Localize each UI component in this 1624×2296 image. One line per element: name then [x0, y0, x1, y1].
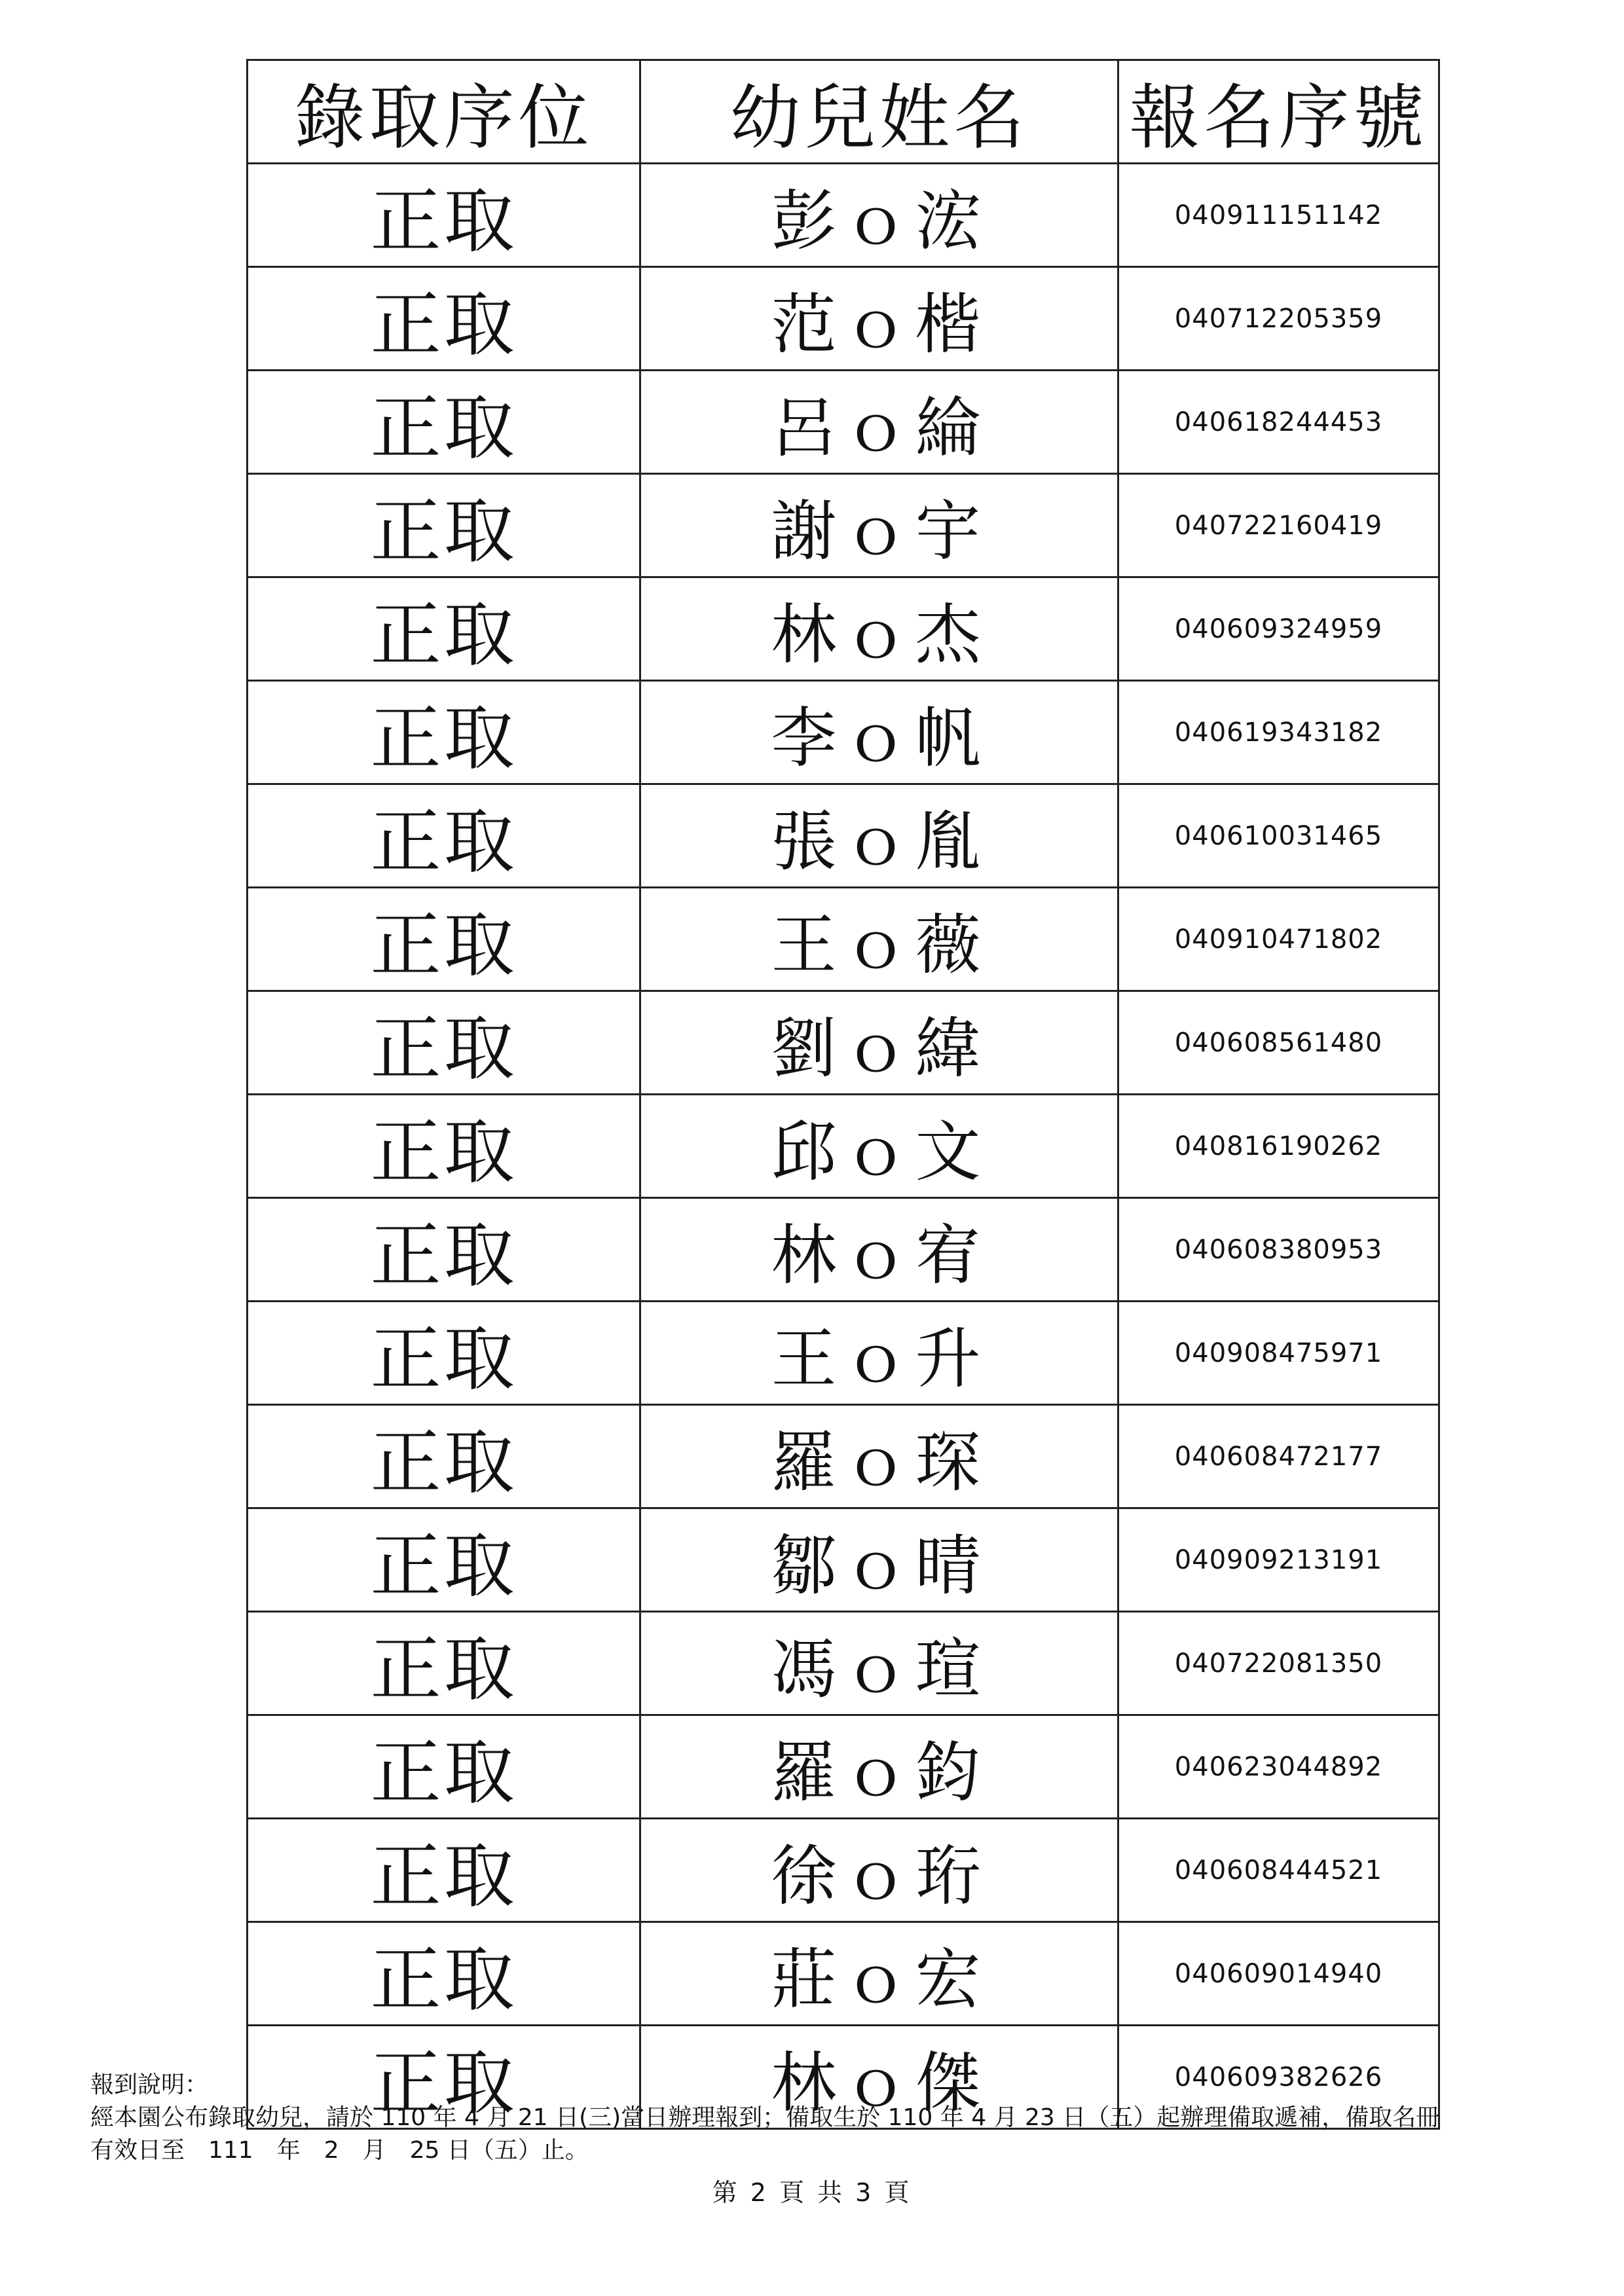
- table-row: [248, 371, 1439, 474]
- registration-number-cell: 040608380953: [1118, 1198, 1439, 1302]
- table-header-row: [248, 60, 1439, 164]
- table-row: [248, 267, 1439, 371]
- child-name-cell: 范ｏ楷: [640, 267, 1118, 371]
- child-name-cell: 鄒ｏ晴: [640, 1508, 1118, 1612]
- child-name-cell: 林ｏ杰: [640, 577, 1118, 681]
- table-row: [248, 784, 1439, 888]
- admission-status-cell: 正取: [248, 1612, 640, 1715]
- notes-title: 報到說明：: [90, 2071, 209, 2098]
- registration-number-cell: 040618244453: [1118, 371, 1439, 474]
- child-name-cell: 劉ｏ緯: [640, 991, 1118, 1095]
- admission-status-cell: 正取: [248, 577, 640, 681]
- header-admission-rank: 錄取序位: [248, 60, 640, 164]
- registration-number-cell: 040712205359: [1118, 267, 1439, 371]
- child-name-cell: 羅ｏ琛: [640, 1405, 1118, 1508]
- admission-status-cell: 正取: [248, 784, 640, 888]
- admission-status-cell: 正取: [248, 474, 640, 577]
- admission-table: [246, 59, 1440, 2130]
- admission-status-cell: 正取: [248, 1508, 640, 1612]
- table-row: [248, 164, 1439, 267]
- registration-number-cell: 040609014940: [1118, 1922, 1439, 2026]
- child-name-cell: 張ｏ胤: [640, 784, 1118, 888]
- admission-status-cell: 正取: [248, 164, 640, 267]
- admission-status-cell: 正取: [248, 1405, 640, 1508]
- child-name-cell: 王ｏ升: [640, 1302, 1118, 1405]
- table-row: [248, 888, 1439, 991]
- admission-status-cell: 正取: [248, 1715, 640, 1819]
- registration-notes: [90, 2069, 1557, 2167]
- table-row: [248, 1612, 1439, 1715]
- table-row: [248, 1508, 1439, 1612]
- table-row: [248, 1302, 1439, 1405]
- admission-status-cell: 正取: [248, 1819, 640, 1922]
- admission-status-cell: 正取: [248, 1922, 640, 2026]
- registration-number-cell: 040722160419: [1118, 474, 1439, 577]
- table-row: [248, 1819, 1439, 1922]
- child-name-cell: 謝ｏ宇: [640, 474, 1118, 577]
- registration-number-cell: 040911151142: [1118, 164, 1439, 267]
- header-registration-number: 報名序號: [1118, 60, 1439, 164]
- admission-status-cell: 正取: [248, 681, 640, 784]
- table-row: [248, 991, 1439, 1095]
- child-name-cell: 彭ｏ浤: [640, 164, 1118, 267]
- child-name-cell: 呂ｏ綸: [640, 371, 1118, 474]
- child-name-cell: 羅ｏ鈞: [640, 1715, 1118, 1819]
- child-name-cell: 林ｏ宥: [640, 1198, 1118, 1302]
- notes-line-1: 經本園公布錄取幼兒，請於 110 年 4 月 21 日(三)當日辦理報到；備取生於 110 年 4 月 23 日（五）起辦理備取遞補，備取名冊: [90, 2104, 1440, 2131]
- table-row: [248, 1922, 1439, 2026]
- table-row: [248, 577, 1439, 681]
- child-name-cell: 林ｏ傑: [640, 2026, 1118, 2129]
- registration-number-cell: 040908475971: [1118, 1302, 1439, 1405]
- child-name-cell: 邱ｏ文: [640, 1095, 1118, 1198]
- registration-number-cell: 040909213191: [1118, 1508, 1439, 1612]
- registration-number-cell: 040722081350: [1118, 1612, 1439, 1715]
- admission-status-cell: 正取: [248, 1198, 640, 1302]
- registration-number-cell: 040609324959: [1118, 577, 1439, 681]
- registration-number-cell: 040609382626: [1118, 2026, 1439, 2129]
- registration-number-cell: 040623044892: [1118, 1715, 1439, 1819]
- registration-number-cell: 040610031465: [1118, 784, 1439, 888]
- page-number: 第 2 頁 共 3 頁: [712, 2178, 912, 2207]
- table-row: [248, 1095, 1439, 1198]
- registration-number-cell: 040608561480: [1118, 991, 1439, 1095]
- child-name-cell: 李ｏ帆: [640, 681, 1118, 784]
- table-row: [248, 1405, 1439, 1508]
- table-row: [248, 474, 1439, 577]
- registration-number-cell: 040619343182: [1118, 681, 1439, 784]
- table-row: [248, 1715, 1439, 1819]
- header-child-name: 幼兒姓名: [640, 60, 1118, 164]
- table-body: [248, 164, 1439, 2129]
- registration-number-cell: 040816190262: [1118, 1095, 1439, 1198]
- child-name-cell: 馮ｏ瑄: [640, 1612, 1118, 1715]
- registration-number-cell: 040608444521: [1118, 1819, 1439, 1922]
- child-name-cell: 王ｏ薇: [640, 888, 1118, 991]
- admission-status-cell: 正取: [248, 991, 640, 1095]
- child-name-cell: 徐ｏ珩: [640, 1819, 1118, 1922]
- registration-number-cell: 040608472177: [1118, 1405, 1439, 1508]
- table-row: [248, 681, 1439, 784]
- notes-line-2: 有效日至 111 年 2 月 25 日（五）止。: [90, 2137, 589, 2164]
- admission-status-cell: 正取: [248, 1302, 640, 1405]
- admission-status-cell: 正取: [248, 267, 640, 371]
- admission-status-cell: 正取: [248, 1095, 640, 1198]
- admission-status-cell: 正取: [248, 888, 640, 991]
- table-row: [248, 1198, 1439, 1302]
- admission-status-cell: 正取: [248, 2026, 640, 2129]
- registration-number-cell: 040910471802: [1118, 888, 1439, 991]
- child-name-cell: 莊ｏ宏: [640, 1922, 1118, 2026]
- admission-status-cell: 正取: [248, 371, 640, 474]
